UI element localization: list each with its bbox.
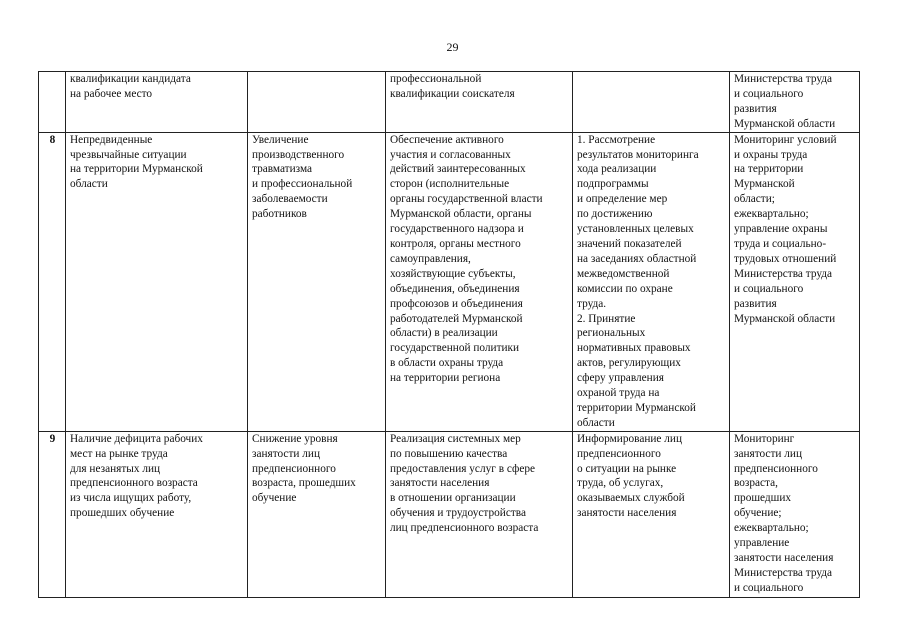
actions-cell: Информирование лиц предпенсионного о ситуации на рынке труда, об услугах, оказываемых службой занятости населения xyxy=(573,431,730,597)
consequence-cell: Увеличение производственного травматизма и профессиональной заболеваемости работников xyxy=(248,132,386,431)
table-row-9 xyxy=(39,431,860,597)
risk-cell: Непредвиденные чрезвычайные ситуации на территории Мурманской области xyxy=(66,132,248,431)
page-number: 29 xyxy=(446,40,459,54)
consequence-cell: Снижение уровня занятости лиц предпенсионного возраста, прошедших обучение xyxy=(248,431,386,597)
measures-cell: Обеспечение активного участия и согласованных действий заинтересованных сторон (исполнительные органы государственной власти Мурманской области, органы государственного надзора и контроля, органы местного самоуправления, хозяйствующие субъекты, объединения, объединения профсоюзов и объединения работодателей Мурманской области) в реализации государственной политики в области охраны труда на территории региона xyxy=(386,132,573,431)
table-row-continued xyxy=(39,72,860,133)
risk-cell: Наличие дефицита рабочих мест на рынке труда для незанятых лиц предпенсионного возраста из числа ищущих работу, прошедших обучение xyxy=(66,431,248,597)
row-number-cell: 8 xyxy=(39,132,66,431)
actions-cell: 1. Рассмотрение результатов мониторинга хода реализации подпрограммы и определение мер по достижению установленных целевых значений показателей на заседаниях областной межведомственной комиссии по охране труда. 2. Принятие региональных нормативных правовых актов, регулирующих сферу управления охраной труда на территории Мурманской области xyxy=(573,132,730,431)
monitoring-cell: Министерства труда и социального развития Мурманской области xyxy=(730,72,860,133)
monitoring-cell: Мониторинг условий и охраны труда на территории Мурманской области; ежеквартально; управление охраны труда и социально- трудовых отношений Министерства труда и социального развития Мурманской области xyxy=(730,132,860,431)
actions-cell xyxy=(573,72,730,133)
row-number-cell: 9 xyxy=(39,431,66,597)
consequence-cell xyxy=(248,72,386,133)
risk-cell: квалификации кандидата на рабочее место xyxy=(66,72,248,133)
table-row-8 xyxy=(39,132,860,431)
row-number-cell xyxy=(39,72,66,133)
measures-cell: Реализация системных мер по повышению качества предоставления услуг в сфере занятости населения в отношении организации обучения и трудоустройства лиц предпенсионного возраста xyxy=(386,431,573,597)
measures-cell: профессиональной квалификации соискателя xyxy=(386,72,573,133)
risk-table xyxy=(38,71,860,598)
monitoring-cell: Мониторинг занятости лиц предпенсионного возраста, прошедших обучение; ежеквартально; управление занятости населения Министерства труда и социального xyxy=(730,431,860,597)
